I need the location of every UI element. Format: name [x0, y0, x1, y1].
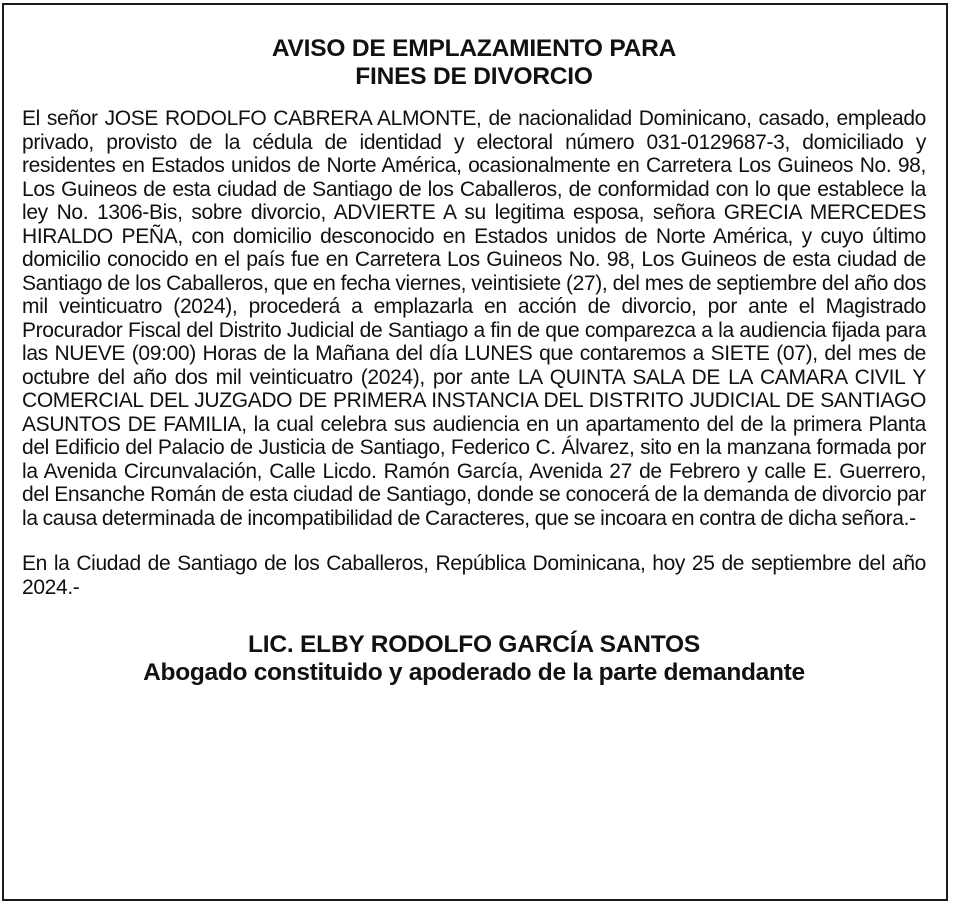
- signer-name: LIC. ELBY RODOLFO GARCÍA SANTOS: [247, 631, 701, 658]
- title-line-1: AVISO DE EMPLAZAMIENTO PARA: [271, 35, 677, 62]
- signer-role: Abogado constituido y apoderado de la parte demandante: [143, 659, 805, 686]
- notice-body-paragraph: El señor JOSE RODOLFO CABRERA ALMONTE, de nacionalidad Dominicano, casado, empleado privado, provisto de la cédula de identidad y electoral número 031-0129687-3, domiciliado y residentes en Estados unidos de Norte América, ocasionalmente en Carretera Los Guineos No. 98, Los Guineos de esta ciudad de Santiago de los Caballeros, de conformidad con lo que establece la ley No. 1306-Bis, sobre divorcio, ADVIERTE A su legitima esposa, señora GRECIA MERCEDES HIRALDO PEÑA, con domicilio desconocido en Estados unidos de Norte América, y cuyo último domicilio conocido en el país fue en Carretera Los Guineos No. 98, Los Guineos de esta ciudad de Santiago de los Caballeros, que en fecha viernes, veintisiete (27), del mes de septiembre del año dos mil veinticuatro (2024), procederá a emplazarla en acción de divorcio, por ante el Magistrado Procurador Fiscal del Distrito Judicial de Santiago a fin de que comparezca a la audiencia fijada para las NUEVE (09:00) Horas de la Mañana del día LUNES que contaremos a SIETE (07), del mes de octubre del año dos mil veinticuatro (2024), por ante LA QUINTA SALA DE LA CAMARA CIVIL Y COMERCIAL DEL JUZGADO DE PRIMERA INSTANCIA DEL DISTRITO JUDICIAL DE SANTIAGO ASUNTOS DE FAMILIA, la cual celebra sus audiencia en un apartamento del de la primera Planta del Edificio del Palacio de Justicia de Santiago, Federico C. Álvarez, sito en la manzana formada por la Avenida Circunvalación, Calle Licdo. Ramón García, Avenida 27 de Febrero y calle E. Guerrero, del Ensanche Román de esta ciudad de Santiago, donde se conocerá de la demanda de divorcio par la causa determinada de incompatibilidad de Caracteres, que se incoara en contra de dicha señora.-: [22, 107, 926, 530]
- signature-block: [22, 631, 926, 687]
- notice-closing-paragraph: En la Ciudad de Santiago de los Caballeros, República Dominicana, hoy 25 de septiembre del año 2024.-: [22, 552, 926, 599]
- notice-border: [2, 3, 948, 901]
- title-line-2: FINES DE DIVORCIO: [355, 63, 593, 90]
- notice-title: [22, 35, 926, 91]
- notice-content: [22, 35, 926, 687]
